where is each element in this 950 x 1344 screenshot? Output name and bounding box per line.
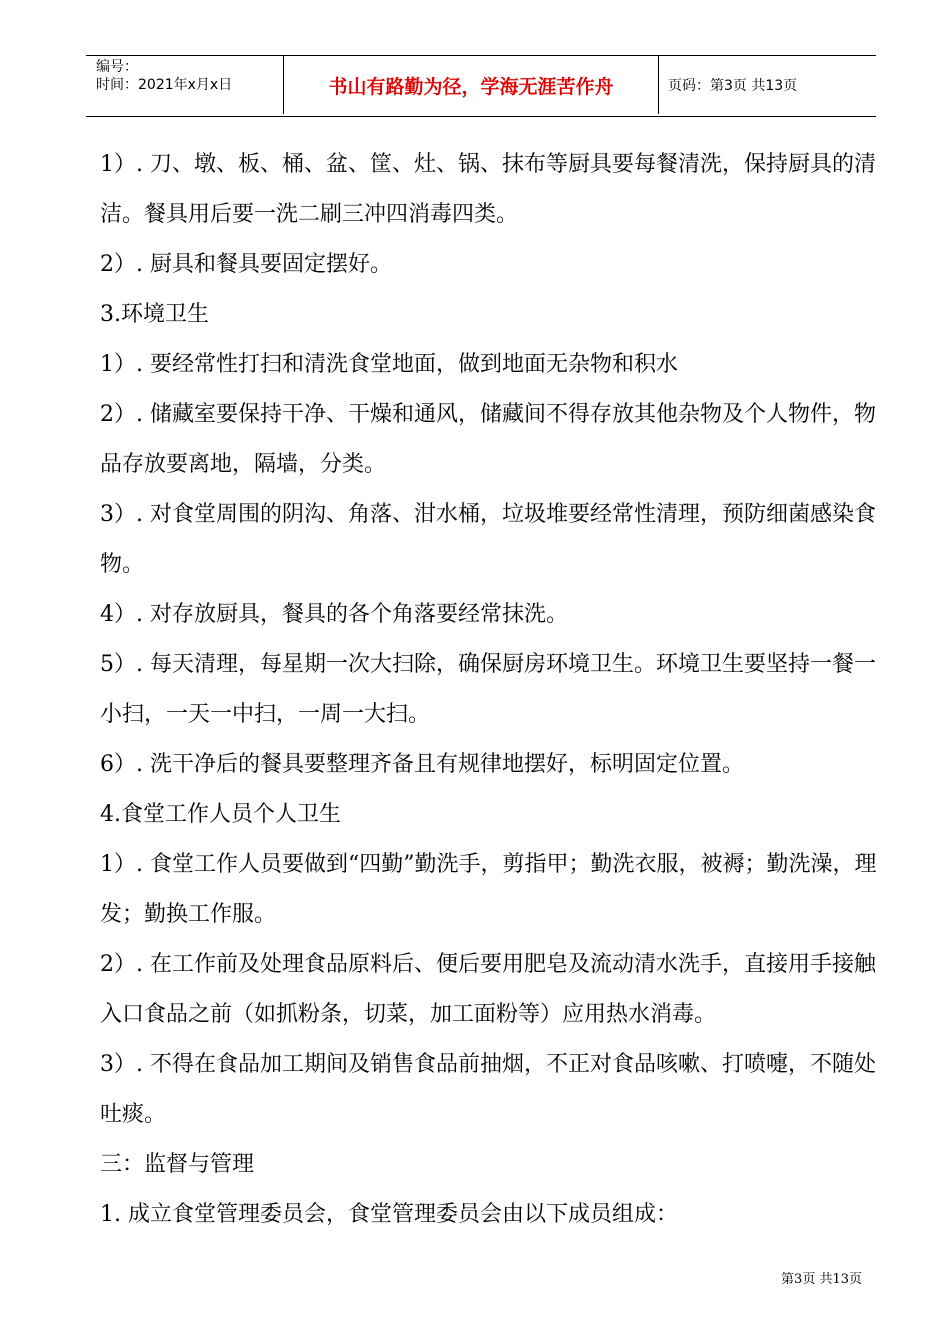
paragraph: 5）. 每天清理，每星期一次大扫除，确保厨房环境卫生。环境卫生要坚持一餐一小扫，一天一中扫，一周一大扫。 [100,652,876,727]
paragraph: 1）. 食堂工作人员要做到“四勤”勤洗手，剪指甲；勤洗衣服，被褥；勤洗澡，理发；勤换工作服。 [100,852,877,927]
page-footer: 第3页 共13页 [781,1272,862,1287]
section-heading: 三：监督与管理 [100,1152,255,1177]
paragraph: 2）. 储藏室要保持干净、干燥和通风，储藏间不得存放其他杂物及个人物件，物品存放要离地，隔墙，分类。 [100,402,876,477]
document-time-label: 时间：2021年x月x日 [96,77,233,93]
paragraph: 3）. 对食堂周围的阴沟、角落、泔水桶，垃圾堆要经常性清理，预防细菌感染食物。 [100,502,876,577]
paragraph: 6）. 洗干净后的餐具要整理齐备且有规律地摆好，标明固定位置。 [100,752,744,777]
paragraph: 3）. 不得在食品加工期间及销售食品前抽烟，不正对食品咳嗽、打喷嚏，不随处吐痰。 [100,1052,876,1127]
paragraph: 4）. 对存放厨具，餐具的各个角落要经常抹洗。 [100,602,568,627]
section-heading: 3.环境卫生 [100,302,209,327]
page-header [86,55,876,117]
paragraph: 2）. 厨具和餐具要固定摆好。 [100,252,392,277]
paragraph: 1. 成立食堂管理委员会，食堂管理委员会由以下成员组成： [100,1202,678,1227]
document-body [100,140,890,1240]
paragraph: 1）. 刀、墩、板、桶、盆、筐、灶、锅、抹布等厨具要每餐清洗，保持厨具的清洁。餐具用后要一洗二刷三冲四消毒四类。 [100,152,876,227]
header-motto: 书山有路勤为径，学海无涯苦作舟 [283,56,659,114]
header-page-label: 页码：第3页 共13页 [668,78,798,94]
header-meta [96,58,282,94]
paragraph: 1）. 要经常性打扫和清洗食堂地面，做到地面无杂物和积水 [100,352,678,377]
paragraph: 2）. 在工作前及处理食品原料后、便后要用肥皂及流动清水洗手，直接用手接触入口食品之前（如抓粉条，切菜，加工面粉等）应用热水消毒。 [100,952,876,1027]
section-heading: 4.食堂工作人员个人卫生 [100,802,341,827]
document-number-label: 编号： [96,59,138,75]
